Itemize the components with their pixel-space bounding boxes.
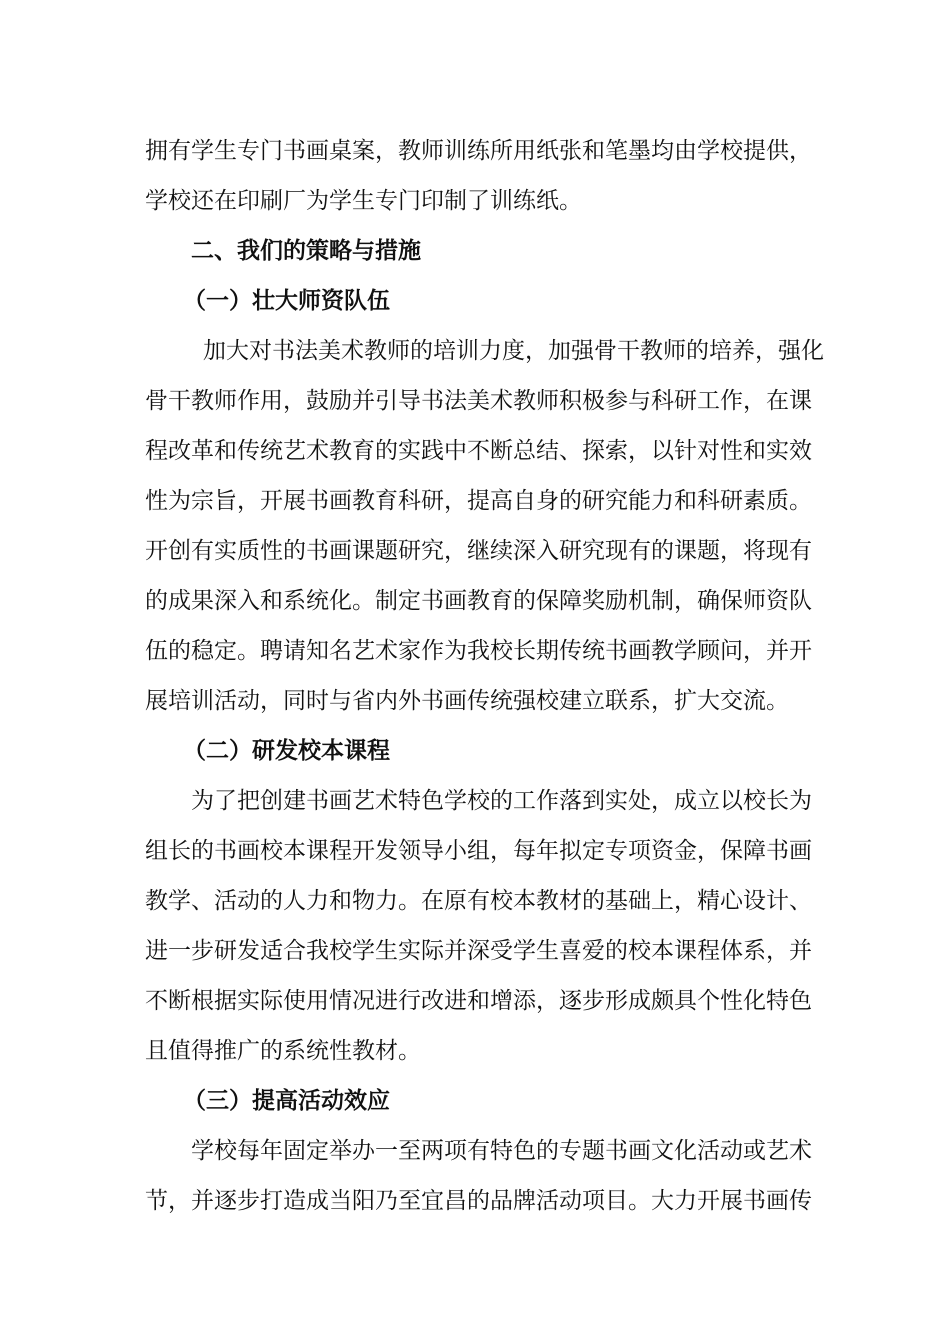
paragraph-line: 且值得推广的系统性教材。	[145, 1038, 421, 1064]
paragraph-line: 性为宗旨，开展书画教育科研，提高自身的研究能力和科研素质。	[145, 488, 812, 514]
paragraph-line: 展培训活动，同时与省内外书画传统强校建立联系，扩大交流。	[145, 688, 789, 714]
section-heading: 二、我们的策略与措施	[191, 238, 421, 264]
subsection-heading: （二）研发校本课程	[183, 738, 390, 764]
subsection-heading: （三）提高活动效应	[183, 1088, 390, 1114]
paragraph-line: 拥有学生专门书画桌案，教师训练所用纸张和笔墨均由学校提供，	[145, 138, 812, 164]
paragraph-line: 加大对书法美术教师的培训力度，加强骨干教师的培养，强化	[203, 338, 824, 364]
subsection-heading: （一）壮大师资队伍	[183, 288, 390, 314]
paragraph-line: 开创有实质性的书画课题研究，继续深入研究现有的课题，将现有	[145, 538, 812, 564]
paragraph-line: 学校还在印刷厂为学生专门印制了训练纸。	[145, 188, 582, 214]
paragraph-line: 的成果深入和系统化。制定书画教育的保障奖励机制，确保师资队	[145, 588, 812, 614]
document-body	[145, 126, 824, 1226]
paragraph-line: 进一步研发适合我校学生实际并深受学生喜爱的校本课程体系，并	[145, 938, 812, 964]
paragraph-line: 节，并逐步打造成当阳乃至宜昌的品牌活动项目。大力开展书画传	[145, 1188, 812, 1214]
paragraph-line: 教学、活动的人力和物力。在原有校本教材的基础上，精心设计、	[145, 888, 812, 914]
paragraph-line: 为了把创建书画艺术特色学校的工作落到实处，成立以校长为	[191, 788, 812, 814]
paragraph-line: 组长的书画校本课程开发领导小组，每年拟定专项资金，保障书画	[145, 838, 812, 864]
paragraph-line: 伍的稳定。聘请知名艺术家作为我校长期传统书画教学顾问，并开	[145, 638, 812, 664]
paragraph-line: 程改革和传统艺术教育的实践中不断总结、探索，以针对性和实效	[145, 438, 812, 464]
paragraph-line: 学校每年固定举办一至两项有特色的专题书画文化活动或艺术	[191, 1138, 812, 1164]
paragraph-line: 骨干教师作用，鼓励并引导书法美术教师积极参与科研工作，在课	[145, 388, 812, 414]
paragraph-line: 不断根据实际使用情况进行改进和增添，逐步形成颇具个性化特色	[145, 988, 812, 1014]
